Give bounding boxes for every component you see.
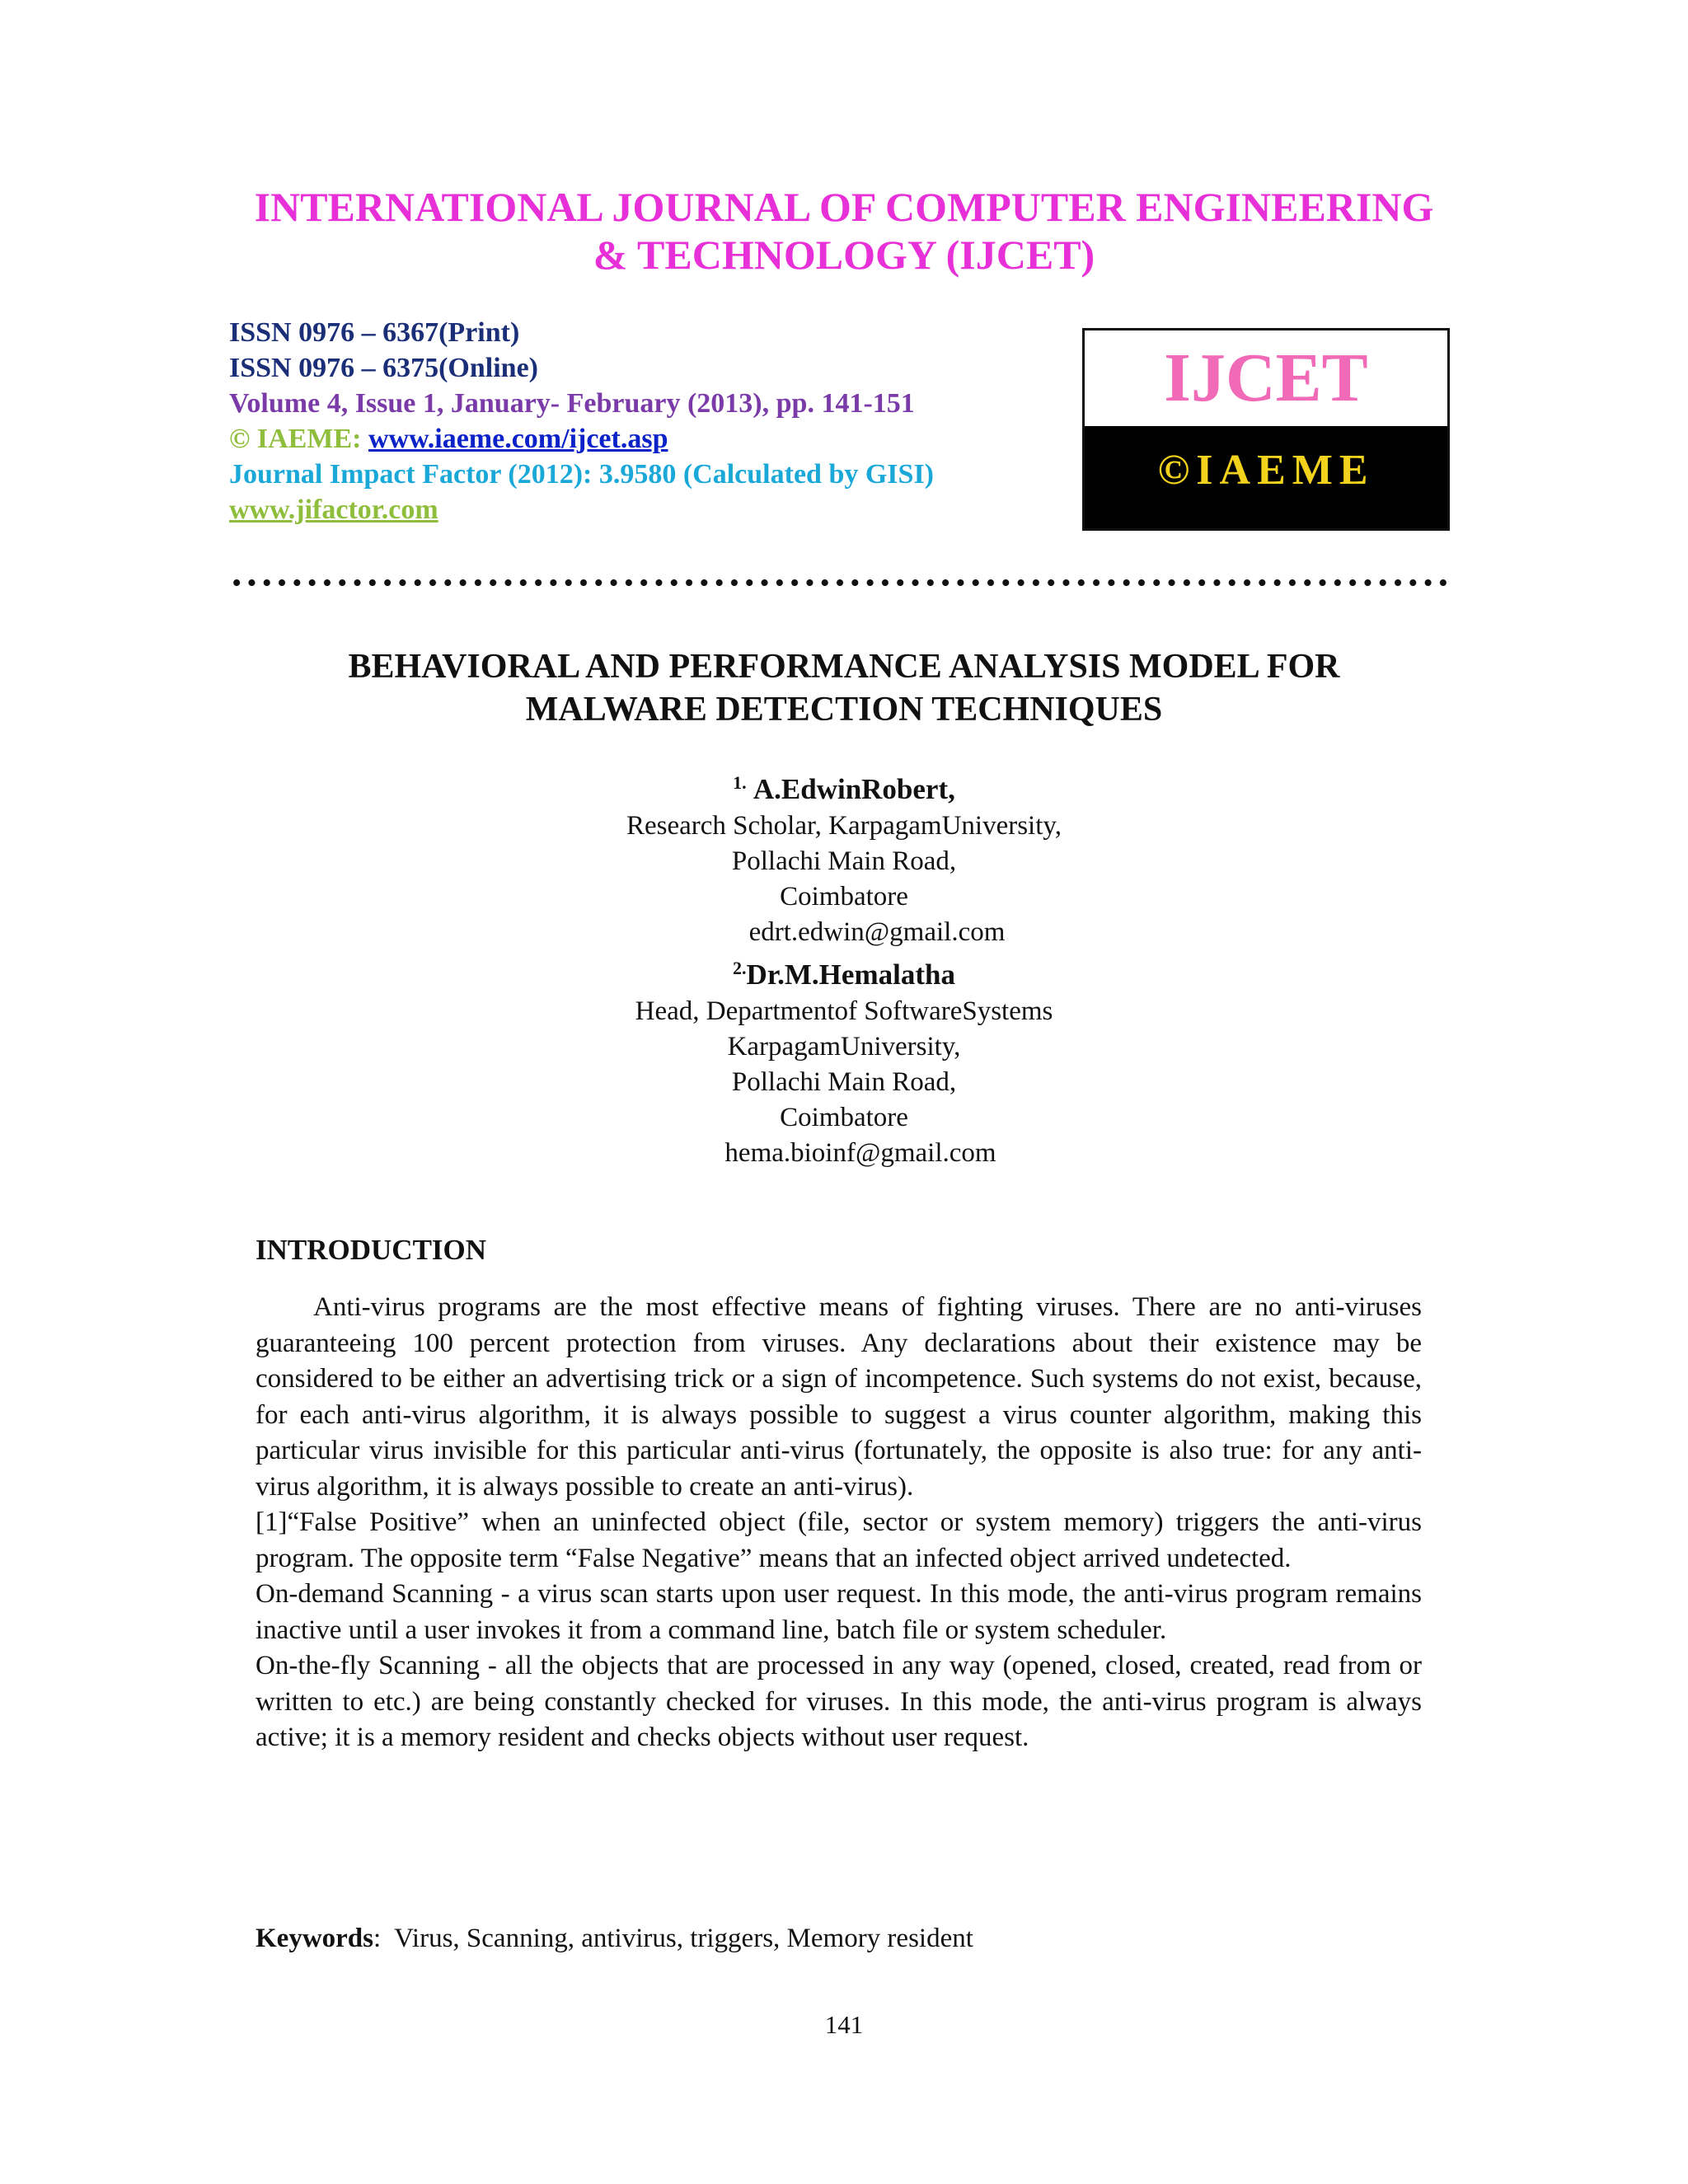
introduction-heading: INTRODUCTION [256, 1234, 487, 1266]
paragraph: On-demand Scanning - a virus scan starts upon user request. In this mode, the anti-virus program remains inactive until a user invokes it from a command line, batch file or system scheduler. [256, 1579, 1422, 1645]
author-2-affiliation: Head, Departmentof SoftwareSystems [635, 996, 1053, 1026]
journal-title-line1: INTERNATIONAL JOURNAL OF COMPUTER ENGINEERING [254, 184, 1434, 230]
introduction-body [256, 1290, 1422, 1756]
author-2-affiliation: Pollachi Main Road, [731, 1067, 957, 1097]
paragraph: Anti-virus programs are the most effective means of fighting viruses. There are no anti-viruses guaranteeing 100 percent protection from viruses. Any declarations about their existence may be considered to be either an advertising trick or a sign of incompetence. Such systems do not exist, because, for each anti-virus algorithm, it is always possible to suggest a virus counter algorithm, making this particular virus invisible for this particular anti-virus (fortunately, the opposite is also true: for any anti-virus algorithm, it is always possible to create an anti-virus). [256, 1292, 1422, 1502]
author-1-name: A.EdwinRobert, [753, 773, 955, 805]
publisher-link[interactable]: www.iaeme.com/ijcet.asp [368, 424, 668, 454]
issn-print: ISSN 0976 – 6367(Print) [229, 317, 520, 348]
issn-online: ISSN 0976 – 6375(Online) [229, 353, 538, 383]
volume-info: Volume 4, Issue 1, January- February (2013), pp. 141-151 [229, 388, 915, 419]
author-1-affiliation: Coimbatore [780, 882, 908, 912]
author-2-name-line [0, 950, 1688, 994]
keywords-label: Keywords [256, 1924, 373, 1953]
author-1-affiliation: Pollachi Main Road, [731, 846, 957, 876]
author-1-affiliation: Research Scholar, KarpagamUniversity, [626, 811, 1062, 841]
paper-title [0, 645, 1688, 731]
author-2-affiliation: KarpagamUniversity, [727, 1032, 961, 1062]
paper-title-line2: MALWARE DETECTION TECHNIQUES [525, 691, 1163, 729]
keywords-value: Virus, Scanning, antivirus, triggers, Memory resident [394, 1924, 973, 1953]
journal-info-block [229, 315, 934, 527]
author-block [0, 765, 1688, 1171]
ijcet-logo [1082, 328, 1450, 531]
author-1-marker: 1. [733, 772, 747, 793]
author-2-marker: 2. [733, 958, 747, 978]
impact-factor: Journal Impact Factor (2012): 3.9580 (Calculated by GISI) [229, 459, 934, 490]
publisher-prefix: © IAEME: [229, 424, 368, 454]
page-number: 141 [824, 2010, 864, 2039]
author-2-affiliation: Coimbatore [780, 1103, 908, 1132]
logo-text-ijcet: IJCET [1085, 330, 1447, 426]
jifactor-link[interactable]: www.jifactor.com [229, 494, 438, 525]
paragraph: On-the-fly Scanning - all the objects that are processed in any way (opened, closed, created, read from or written to etc.) are being constantly checked for viruses. In this mode, the anti-virus program is always active; it is a memory resident and checks objects without user request. [256, 1651, 1422, 1752]
logo-text-iaeme: ©IAEME [1085, 426, 1447, 528]
paragraph: [1]“False Positive” when an uninfected object (file, sector or system memory) triggers the anti-virus program. The opposite term “False Negative” means that an infected object arrived undetected. [256, 1507, 1422, 1573]
author-2-name: Dr.M.Hemalatha [746, 958, 955, 991]
dotted-divider [229, 577, 1447, 588]
author-2-email: hema.bioinf@gmail.com [724, 1138, 996, 1168]
journal-title-line2: & TECHNOLOGY (IJCET) [593, 232, 1095, 278]
author-1-email: edrt.edwin@gmail.com [748, 917, 1006, 947]
keywords-line [256, 1920, 973, 1957]
keywords-separator: : [373, 1924, 382, 1953]
publisher-line [229, 421, 934, 457]
journal-title [0, 183, 1688, 279]
paper-title-line1: BEHAVIORAL AND PERFORMANCE ANALYSIS MODEL FOR [348, 648, 1340, 686]
author-1-name-line [0, 765, 1688, 808]
